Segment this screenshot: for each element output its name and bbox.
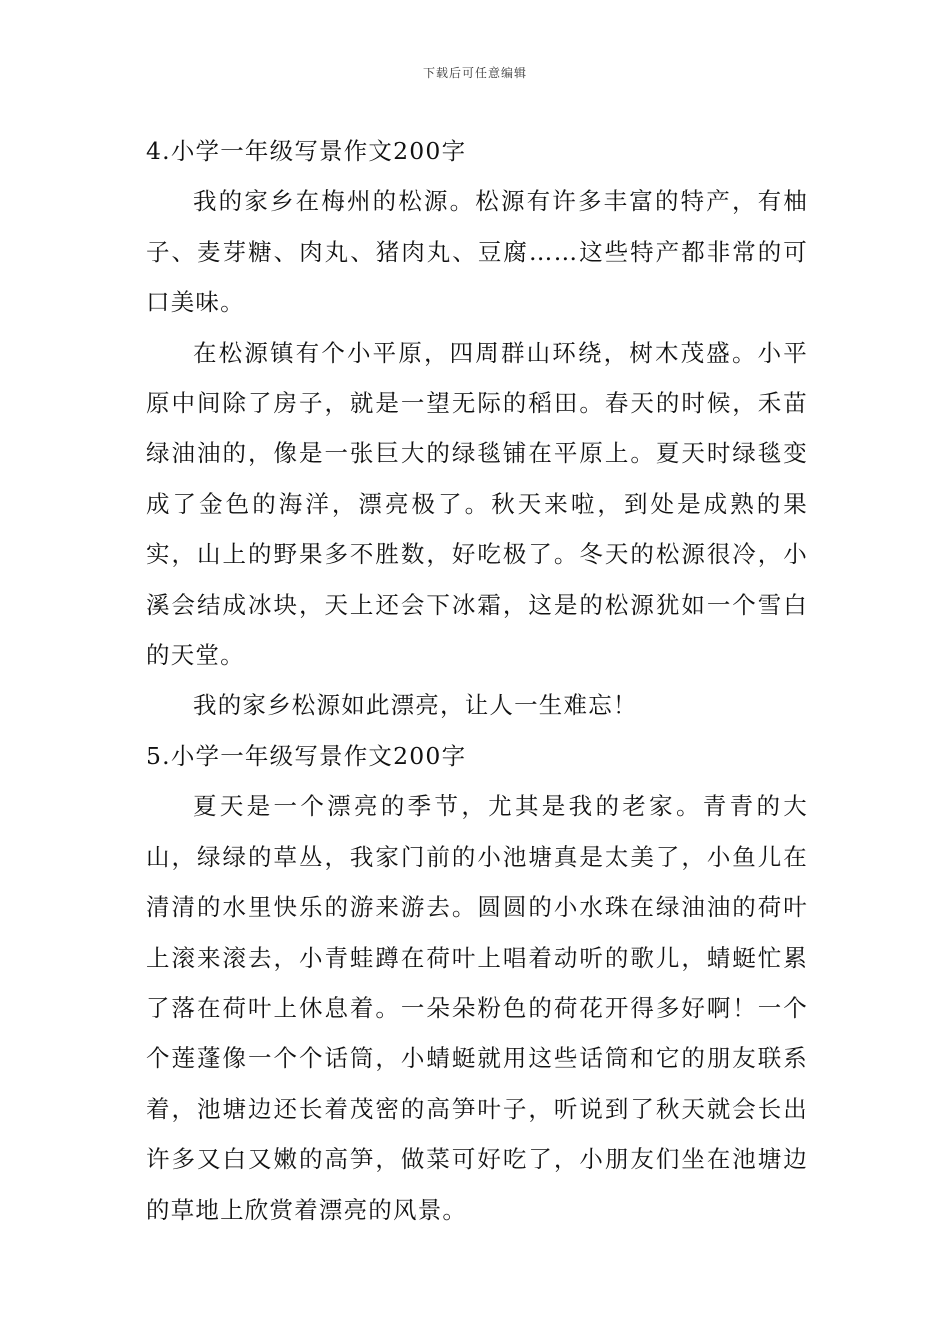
essay-section-4 <box>146 126 808 731</box>
document-body <box>146 126 808 1235</box>
paragraph: 在松源镇有个小平原，四周群山环绕，树木茂盛。小平原中间除了房子，就是一望无际的稻田。春天的时候，禾苗绿油油的，像是一张巨大的绿毯铺在平原上。夏天时绿毯变成了金色的海洋，漂亮极了。秋天来啦，到处是成熟的果实，山上的野果多不胜数，好吃极了。冬天的松源很冷，小溪会结成冰块，天上还会下冰霜，这是的松源犹如一个雪白的天堂。 <box>146 338 808 670</box>
essay-section-5 <box>146 731 808 1235</box>
paragraph: 夏天是一个漂亮的季节，尤其是我的老家。青青的大山，绿绿的草丛，我家门前的小池塘真是太美了，小鱼儿在清清的水里快乐的游来游去。圆圆的小水珠在绿油油的荷叶上滚来滚去，小青蛙蹲在荷叶上唱着动听的歌儿，蜻蜓忙累了落在荷叶上休息着。一朵朵粉色的荷花开得多好啊！一个个莲蓬像一个个话筒，小蜻蜓就用这些话筒和它的朋友联系着，池塘边还长着茂密的高笋叶子，听说到了秋天就会长出许多又白又嫩的高笋，做菜可好吃了，小朋友们坐在池塘边的草地上欣赏着漂亮的风景。 <box>146 792 808 1224</box>
section-heading: 5.小学一年级写景作文200字 <box>146 741 467 770</box>
paragraph: 我的家乡在梅州的松源。松源有许多丰富的特产，有柚子、麦芽糖、肉丸、猪肉丸、豆腐……这些特产都非常的可口美味。 <box>146 187 808 317</box>
section-heading: 4.小学一年级写景作文200字 <box>146 137 467 165</box>
page-header: 下载后可任意编辑 <box>422 66 527 80</box>
paragraph: 我的家乡松源如此漂亮，让人一生难忘！ <box>193 691 638 720</box>
